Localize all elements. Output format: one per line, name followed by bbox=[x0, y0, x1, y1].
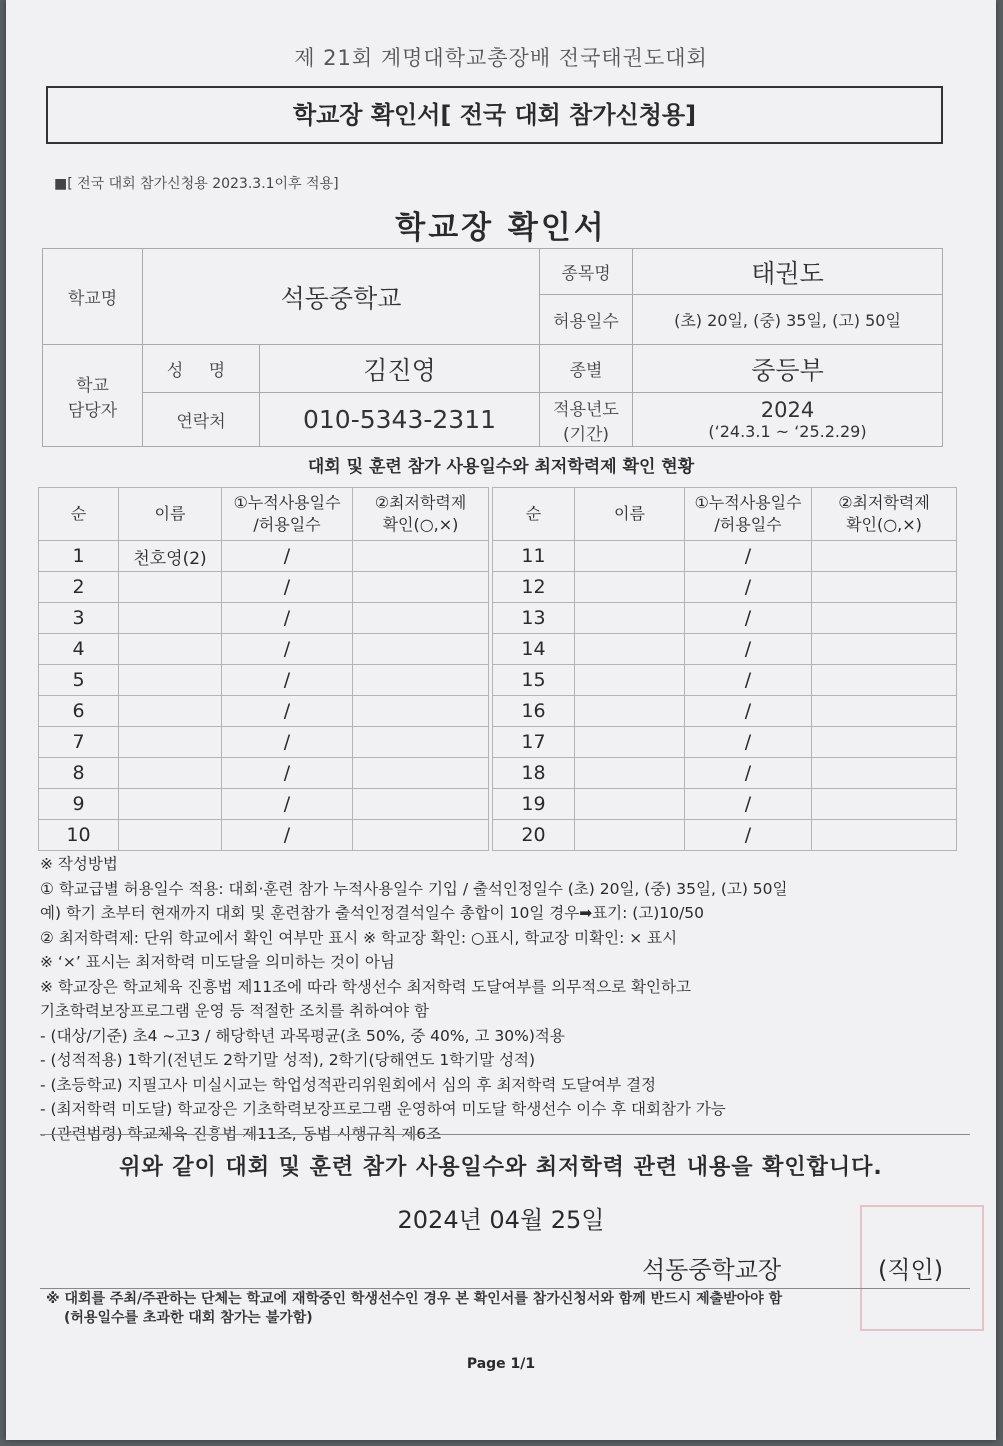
row-days-cell: / bbox=[685, 665, 812, 696]
row-number-cell: 20 bbox=[493, 820, 575, 851]
table-row bbox=[39, 789, 489, 820]
row-name-cell bbox=[119, 727, 222, 758]
row-number-cell: 14 bbox=[493, 634, 575, 665]
sub-tag: ■[ 전국 대회 참가신청용 2023.3.1이후 적용] bbox=[54, 176, 339, 192]
footnote-line1: ※ 대회를 주최/주관하는 단체는 학교에 재학중인 학생선수인 경우 본 확인서를 참가신청서와 함께 반드시 제출받아야 함 bbox=[46, 1291, 783, 1307]
row-days-cell: / bbox=[685, 696, 812, 727]
header-no: 순 bbox=[39, 488, 119, 541]
table-row bbox=[39, 727, 489, 758]
table-row bbox=[39, 572, 489, 603]
instruction-line: - (관련법령) 학교체육 진흥법 제11조, 동법 시행규칙 제6조 bbox=[40, 1124, 442, 1143]
info-table bbox=[42, 248, 943, 447]
table-row bbox=[493, 820, 957, 851]
row-name-cell bbox=[119, 758, 222, 789]
allowed-days-value: (초) 20일, (중) 35일, (고) 50일 bbox=[633, 295, 943, 345]
table-row bbox=[39, 665, 489, 696]
row-days-cell: / bbox=[222, 758, 353, 789]
row-number-cell: 10 bbox=[39, 820, 119, 851]
period-value: (‘24.3.1 ~ ‘25.2.29) bbox=[708, 422, 867, 441]
row-name-cell bbox=[575, 572, 685, 603]
row-number-cell: 12 bbox=[493, 572, 575, 603]
title-box bbox=[46, 86, 943, 144]
row-check-cell bbox=[812, 572, 957, 603]
row-number-cell: 13 bbox=[493, 603, 575, 634]
participants-table-right bbox=[492, 487, 957, 851]
instruction-line: ※ 학교장은 학교체육 진흥법 제11조에 따라 학생선수 최저학력 도달여부를 의무적으로 확인하고 bbox=[40, 977, 691, 996]
row-name-cell: 천호영(2) bbox=[119, 541, 222, 572]
section-title: 대회 및 훈련 참가 사용일수와 최저학력제 확인 현황 bbox=[307, 457, 695, 477]
row-name-cell bbox=[119, 634, 222, 665]
main-title: 학교장 확인서 bbox=[395, 210, 607, 246]
row-name-cell bbox=[119, 820, 222, 851]
row-days-cell: / bbox=[222, 820, 353, 851]
row-check-cell bbox=[812, 789, 957, 820]
row-name-cell bbox=[575, 789, 685, 820]
manager-label-line2: 담당자 bbox=[67, 400, 118, 421]
row-name-cell bbox=[575, 696, 685, 727]
row-name-cell bbox=[119, 665, 222, 696]
contact-value: 010-5343-2311 bbox=[260, 393, 540, 447]
row-number-cell: 16 bbox=[493, 696, 575, 727]
table-row bbox=[39, 541, 489, 572]
row-name-cell bbox=[575, 758, 685, 789]
row-days-cell: / bbox=[222, 634, 353, 665]
division-value: 중등부 bbox=[633, 345, 943, 393]
sport-value: 태권도 bbox=[633, 249, 943, 295]
manager-label-line1: 학교 bbox=[76, 375, 109, 396]
row-name-cell bbox=[119, 789, 222, 820]
name-value: 김진영 bbox=[260, 345, 540, 393]
row-check-cell bbox=[353, 789, 489, 820]
row-check-cell bbox=[812, 727, 957, 758]
row-days-cell: / bbox=[685, 572, 812, 603]
row-name-cell bbox=[575, 603, 685, 634]
name-label: 성 명 bbox=[143, 345, 260, 393]
row-name-cell bbox=[119, 603, 222, 634]
header-days bbox=[685, 488, 812, 541]
header-check-line1: ②최저학력제 bbox=[374, 492, 467, 512]
row-check-cell bbox=[353, 665, 489, 696]
instruction-line: - (대상/기준) 초4 ~고3 / 해당학년 과목평균(초 50%, 중 40%, 고 30%)적용 bbox=[40, 1026, 565, 1045]
row-days-cell: / bbox=[222, 789, 353, 820]
manager-label bbox=[43, 345, 143, 447]
header-days-line1: ①누적사용일수 bbox=[233, 492, 341, 512]
row-name-cell bbox=[575, 820, 685, 851]
header-name: 이름 bbox=[575, 488, 685, 541]
row-days-cell: / bbox=[685, 603, 812, 634]
row-name-cell bbox=[575, 541, 685, 572]
row-days-cell: / bbox=[685, 727, 812, 758]
row-number-cell: 6 bbox=[39, 696, 119, 727]
table-row bbox=[39, 820, 489, 851]
principal-signature: 석동중학교장 bbox=[642, 1256, 782, 1284]
row-check-cell bbox=[812, 696, 957, 727]
row-number-cell: 8 bbox=[39, 758, 119, 789]
header-days bbox=[222, 488, 353, 541]
row-days-cell: / bbox=[222, 665, 353, 696]
row-number-cell: 15 bbox=[493, 665, 575, 696]
row-check-cell bbox=[353, 634, 489, 665]
row-check-cell bbox=[353, 727, 489, 758]
confirmation-date: 2024년 04월 25일 bbox=[397, 1206, 605, 1234]
divider bbox=[40, 1134, 970, 1135]
allowed-days-label: 허용일수 bbox=[540, 295, 633, 345]
row-check-cell bbox=[812, 665, 957, 696]
header-check bbox=[353, 488, 489, 541]
row-days-cell: / bbox=[222, 603, 353, 634]
row-name-cell bbox=[119, 572, 222, 603]
row-name-cell bbox=[575, 665, 685, 696]
seal-label: (직인) bbox=[878, 1256, 944, 1284]
year-label-line2: (기간) bbox=[562, 424, 610, 445]
instruction-line: ※ ‘×’ 표시는 최저학력 미도달을 의미하는 것이 아님 bbox=[40, 953, 395, 971]
header-days-line1: ①누적사용일수 bbox=[694, 492, 802, 512]
row-check-cell bbox=[353, 696, 489, 727]
confirmation-text: 위와 같이 대회 및 훈련 참가 사용일수와 최저학력 관련 내용을 확인합니다. bbox=[119, 1155, 883, 1180]
row-check-cell bbox=[812, 758, 957, 789]
instruction-line: - (초등학교) 지필고사 미실시교는 학업성적관리위원회에서 심의 후 최저학력 도달여부 결정 bbox=[40, 1075, 657, 1094]
row-days-cell: / bbox=[685, 541, 812, 572]
header-check-line2: 확인(○,×) bbox=[846, 515, 922, 534]
year-value: 2024 bbox=[760, 398, 815, 422]
footnote bbox=[46, 1290, 782, 1328]
row-days-cell: / bbox=[685, 820, 812, 851]
school-label: 학교명 bbox=[43, 249, 143, 345]
school-value: 석동중학교 bbox=[143, 249, 540, 345]
header-no: 순 bbox=[493, 488, 575, 541]
row-check-cell bbox=[353, 572, 489, 603]
table-row bbox=[39, 634, 489, 665]
table-row bbox=[493, 572, 957, 603]
row-check-cell bbox=[353, 820, 489, 851]
row-number-cell: 3 bbox=[39, 603, 119, 634]
instruction-line: 기초학력보장프로그램 운영 등 적절한 조치를 취하여야 함 bbox=[40, 1002, 429, 1020]
instruction-line: 예) 학기 초부터 현재까지 대회 및 훈련참가 출석인정결석일수 총합이 10일 경우➡표기: (고)10/50 bbox=[40, 904, 705, 922]
year-label bbox=[540, 393, 633, 447]
row-number-cell: 18 bbox=[493, 758, 575, 789]
division-label: 종별 bbox=[540, 345, 633, 393]
row-number-cell: 5 bbox=[39, 665, 119, 696]
header-name: 이름 bbox=[119, 488, 222, 541]
event-title: 제 21회 계명대학교총장배 전국태권도대회 bbox=[294, 46, 708, 70]
page-number: Page 1/1 bbox=[466, 1356, 536, 1372]
row-check-cell bbox=[812, 634, 957, 665]
row-number-cell: 7 bbox=[39, 727, 119, 758]
header-days-line2: /허용일수 bbox=[714, 515, 782, 534]
row-days-cell: / bbox=[222, 727, 353, 758]
box-title: 학교장 확인서[ 전국 대회 참가신청용] bbox=[292, 101, 697, 129]
row-number-cell: 17 bbox=[493, 727, 575, 758]
table-row bbox=[493, 634, 957, 665]
sport-label: 종목명 bbox=[540, 249, 633, 295]
table-row bbox=[493, 727, 957, 758]
table-header-row bbox=[39, 488, 489, 541]
row-days-cell: / bbox=[685, 758, 812, 789]
row-days-cell: / bbox=[222, 696, 353, 727]
row-number-cell: 9 bbox=[39, 789, 119, 820]
table-row bbox=[39, 603, 489, 634]
row-days-cell: / bbox=[222, 572, 353, 603]
document-page bbox=[6, 0, 996, 1440]
row-number-cell: 11 bbox=[493, 541, 575, 572]
row-number-cell: 19 bbox=[493, 789, 575, 820]
table-row bbox=[493, 696, 957, 727]
footnote-line2: (허용일수를 초과한 대회 참가는 불가함) bbox=[64, 1310, 313, 1326]
row-check-cell bbox=[353, 603, 489, 634]
table-row bbox=[493, 758, 957, 789]
row-number-cell: 4 bbox=[39, 634, 119, 665]
table-row bbox=[493, 665, 957, 696]
header-check bbox=[812, 488, 957, 541]
instruction-line: - (최저학력 미도달) 학교장은 기초학력보장프로그램 운영하여 미도달 학생선수 이수 후 대회참가 가능 bbox=[40, 1100, 726, 1118]
instruction-line: - (성적적용) 1학기(전년도 2학기말 성적), 2학기(당해연도 1학기말 성적) bbox=[40, 1051, 536, 1069]
table-row bbox=[39, 758, 489, 789]
header-check-line1: ②최저학력제 bbox=[838, 492, 930, 512]
instruction-line: ① 학교급별 허용일수 적용: 대회·훈련 참가 누적사용일수 기입 / 출석인정일수 (초) 20일, (중) 35일, (고) 50일 bbox=[40, 879, 788, 898]
instruction-line: ※ 작성방법 bbox=[40, 855, 118, 873]
row-name-cell bbox=[575, 727, 685, 758]
divider bbox=[40, 1288, 970, 1289]
row-name-cell bbox=[119, 696, 222, 727]
row-check-cell bbox=[353, 541, 489, 572]
header-check-line2: 확인(○,×) bbox=[382, 515, 459, 534]
row-days-cell: / bbox=[222, 541, 353, 572]
row-check-cell bbox=[812, 541, 957, 572]
contact-label: 연락처 bbox=[143, 393, 260, 447]
row-check-cell bbox=[812, 820, 957, 851]
year-cell bbox=[633, 393, 943, 447]
table-row bbox=[493, 541, 957, 572]
instructions bbox=[40, 852, 788, 1146]
table-row bbox=[493, 789, 957, 820]
row-days-cell: / bbox=[685, 789, 812, 820]
row-number-cell: 2 bbox=[39, 572, 119, 603]
participants-table-left bbox=[38, 487, 489, 851]
table-header-row bbox=[493, 488, 957, 541]
row-check-cell bbox=[812, 603, 957, 634]
row-days-cell: / bbox=[685, 634, 812, 665]
row-number-cell: 1 bbox=[39, 541, 119, 572]
header-days-line2: /허용일수 bbox=[253, 515, 321, 534]
table-row bbox=[39, 696, 489, 727]
year-label-line1: 적용년도 bbox=[553, 399, 619, 420]
row-check-cell bbox=[353, 758, 489, 789]
row-name-cell bbox=[575, 634, 685, 665]
table-row bbox=[493, 603, 957, 634]
instruction-line: ② 최저학력제: 단위 학교에서 확인 여부만 표시 ※ 학교장 확인: ○표시, 학교장 미확인: × 표시 bbox=[40, 928, 678, 947]
